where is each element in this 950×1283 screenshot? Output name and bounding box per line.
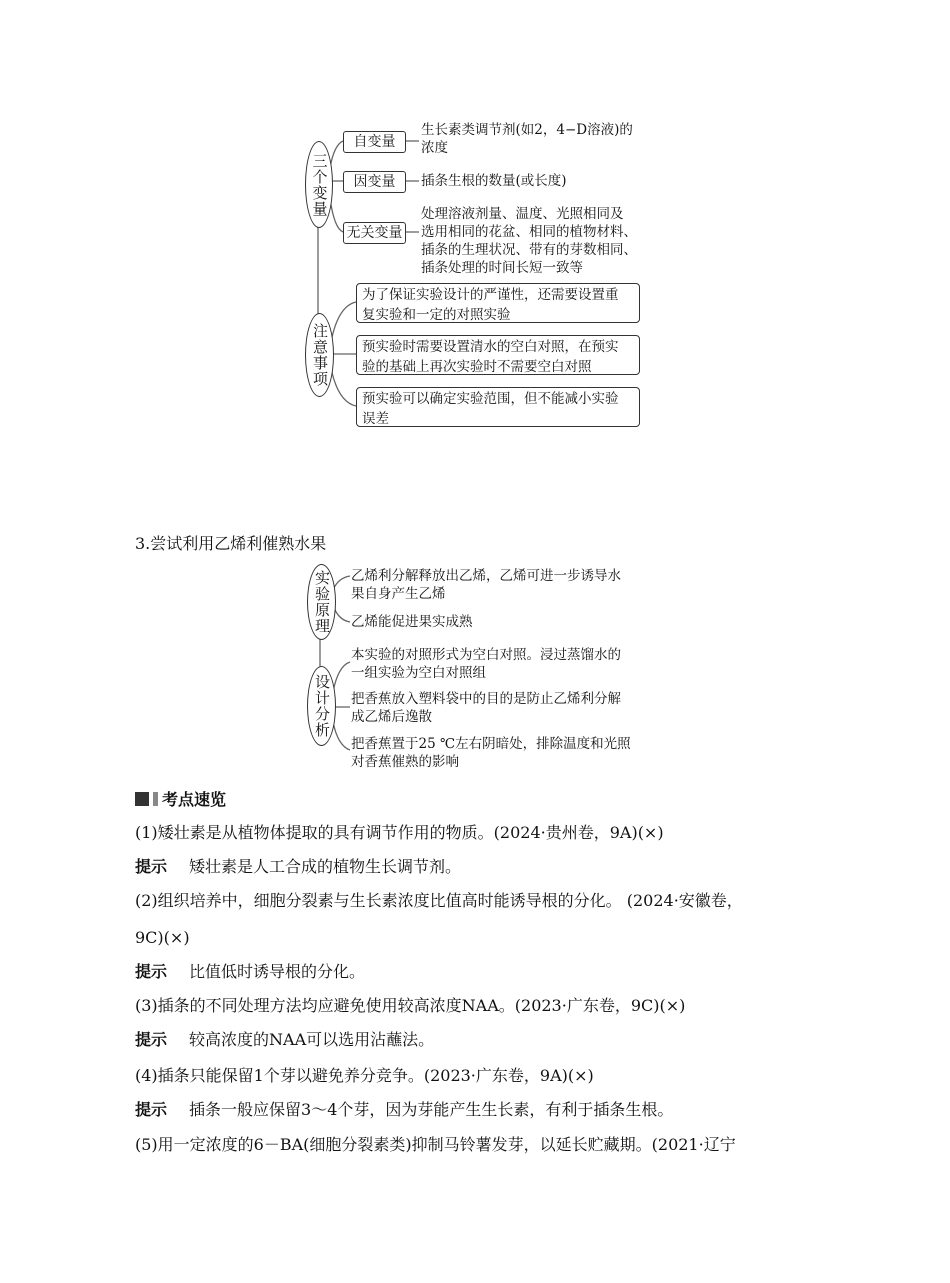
independent-variable-box bbox=[343, 131, 406, 153]
precautions-label: 注意事项 bbox=[311, 323, 329, 387]
desc-line: 插条的生理状况、带有的芽数相同、 bbox=[421, 242, 637, 258]
note-box bbox=[356, 283, 640, 323]
note-line: 预实验时需要设置清水的空白对照，在预实 bbox=[362, 339, 619, 355]
desc-line: 本实验的对照形式为空白对照。浸过蒸馏水的 bbox=[351, 647, 621, 663]
desc-line: 插条生根的数量(或长度) bbox=[421, 173, 567, 189]
analysis-item bbox=[351, 735, 631, 771]
design-analysis-label: 设计分析 bbox=[313, 674, 331, 738]
desc-line: 一组实验为空白对照组 bbox=[351, 665, 486, 681]
note-box bbox=[356, 335, 640, 375]
hint-text: 比值低时诱导根的分化。 bbox=[189, 962, 366, 981]
section-heading: 3.尝试利用乙烯利催熟水果 bbox=[135, 534, 327, 553]
hint-3 bbox=[135, 1030, 434, 1050]
principle-label: 实验原理 bbox=[313, 570, 331, 634]
desc-line: 对香蕉催熟的影响 bbox=[351, 754, 459, 770]
statement-3: (3)插条的不同处理方法均应避免使用较高浓度NAA。(2023·广东卷，9C)(×) bbox=[135, 996, 686, 1015]
analysis-item bbox=[351, 690, 621, 726]
desc-line: 选用相同的花盆、相同的植物材料、 bbox=[421, 224, 637, 240]
desc-line: 把香蕉放入塑料袋中的目的是防止乙烯利分解 bbox=[351, 691, 621, 707]
dependent-variable-desc bbox=[421, 172, 567, 190]
note-box bbox=[356, 387, 640, 427]
desc-line: 把香蕉置于25 ℃左右阴暗处，排除温度和光照 bbox=[351, 736, 631, 752]
section-title-text: 考点速览 bbox=[162, 790, 227, 809]
note-line: 复实验和一定的对照实验 bbox=[362, 307, 511, 323]
desc-line: 乙烯能促进果实成熟 bbox=[351, 614, 473, 630]
dependent-variable-label: 因变量 bbox=[353, 174, 396, 190]
desc-line: 乙烯利分解释放出乙烯，乙烯可进一步诱导水 bbox=[351, 568, 621, 584]
principle-oval bbox=[307, 564, 336, 640]
analysis-item bbox=[351, 646, 621, 682]
note-line: 预实验可以确定实验范围，但不能减小实验 bbox=[362, 391, 619, 407]
hint-label: 提示 bbox=[135, 857, 168, 876]
desc-line: 成乙烯后逸散 bbox=[351, 709, 432, 725]
independent-variable-desc bbox=[421, 121, 633, 157]
note-line: 验的基础上再次实验时不需要空白对照 bbox=[362, 359, 592, 375]
hint-4 bbox=[135, 1100, 673, 1120]
hint-1 bbox=[135, 857, 461, 877]
principle-item bbox=[351, 613, 473, 631]
note-line: 误差 bbox=[362, 411, 389, 427]
hint-text: 插条一般应保留3～4个芽，因为芽能产生生长素，有利于插条生根。 bbox=[189, 1100, 674, 1119]
irrelevant-variable-desc bbox=[421, 205, 637, 277]
irrelevant-variable-box bbox=[343, 222, 406, 244]
desc-line: 生长素类调节剂(如2，4−D溶液)的 bbox=[421, 122, 633, 138]
three-variables-oval bbox=[305, 141, 333, 228]
desc-line: 处理溶液剂量、温度、光照相同及 bbox=[421, 206, 624, 222]
design-analysis-oval bbox=[307, 666, 336, 746]
three-variables-label: 三个变量 bbox=[310, 152, 329, 217]
hint-text: 较高浓度的NAA可以选用沾蘸法。 bbox=[189, 1030, 435, 1049]
section-title bbox=[135, 787, 226, 810]
precautions-oval bbox=[305, 313, 334, 397]
desc-line: 插条处理的时间长短一致等 bbox=[421, 260, 583, 276]
irrelevant-variable-label: 无关变量 bbox=[346, 225, 403, 241]
hint-text: 矮壮素是人工合成的植物生长调节剂。 bbox=[189, 857, 462, 876]
hint-2 bbox=[135, 962, 365, 982]
note-line: 为了保证实验设计的严谨性，还需要设置重 bbox=[362, 287, 619, 303]
statement-5: (5)用一定浓度的6－BA(细胞分裂素类)抑制马铃薯发芽，以延长贮藏期。(2021·辽宁 bbox=[135, 1135, 736, 1154]
section-marker-bar-icon bbox=[153, 792, 158, 806]
statement-2-cont: 9C)(×) bbox=[135, 928, 190, 947]
statement-4: (4)插条只能保留1个芽以避免养分竞争。(2023·广东卷，9A)(×) bbox=[135, 1066, 594, 1085]
desc-line: 果自身产生乙烯 bbox=[351, 586, 446, 602]
section-marker-icon bbox=[135, 792, 149, 806]
hint-label: 提示 bbox=[135, 962, 168, 981]
statement-2: (2)组织培养中，细胞分裂素与生长素浓度比值高时能诱导根的分化。 (2024·安徽卷， bbox=[135, 891, 743, 910]
statement-1: (1)矮壮素是从植物体提取的具有调节作用的物质。(2024·贵州卷，9A)(×) bbox=[135, 823, 664, 842]
independent-variable-label: 自变量 bbox=[353, 134, 396, 150]
hint-label: 提示 bbox=[135, 1030, 168, 1049]
desc-line: 浓度 bbox=[421, 140, 448, 156]
hint-label: 提示 bbox=[135, 1100, 168, 1119]
principle-item bbox=[351, 567, 621, 603]
dependent-variable-box bbox=[343, 171, 406, 193]
